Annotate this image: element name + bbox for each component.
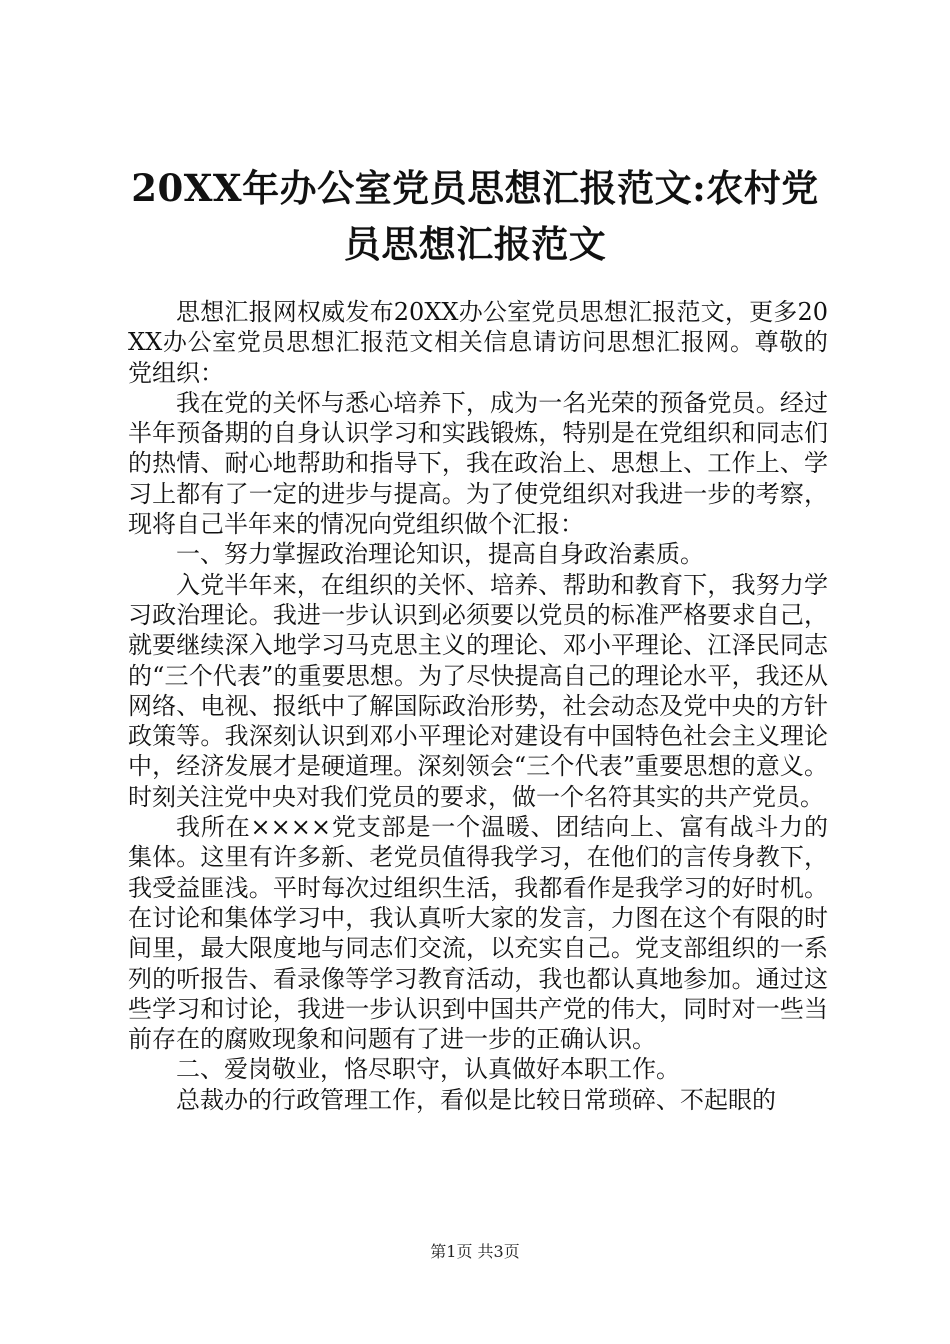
paragraph-opening: 我在党的关怀与悉心培养下，成为一名光荣的预备党员。经过半年预备期的自身认识学习和实践锻炼，特别是在党组织和同志们的热情、耐心地帮助和指导下，我在政治上、思想上、工作上、学习上都有了一定的进步与提高。为了使党组织对我进一步的考察，现将自己半年来的情况向党组织做个汇报：	[128, 388, 828, 539]
page-number-footer: 第1页 共3页	[430, 1242, 520, 1261]
paragraph-intro: 思想汇报网权威发布20XX办公室党员思想汇报范文，更多20XX办公室党员思想汇报范文相关信息请访问思想汇报网。尊敬的党组织：	[128, 298, 828, 387]
paragraph-theory-study: 入党半年来，在组织的关怀、培养、帮助和教育下，我努力学习政治理论。我进一步认识到必须要以党员的标准严格要求自己，就要继续深入地学习马克思主义的理论、邓小平理论、江泽民同志的“三个代表”的重要思想。为了尽快提高自己的理论水平，我还从网络、电视、报纸中了解国际政治形势，社会动态及党中央的方针政策等。我深刻认识到邓小平理论对建设有中国特色社会主义理论中，经济发展才是硬道理。深刻领会“三个代表”重要思想的意义。时刻关注党中央对我们党员的要求，做一个名符其实的共产党员。	[128, 570, 828, 811]
paragraph-work: 总裁办的行政管理工作，看似是比较日常琐碎、不起眼的	[176, 1085, 776, 1114]
paragraph-party-branch: 我所在××××党支部是一个温暖、团结向上、富有战斗力的集体。这里有许多新、老党员值得我学习，在他们的言传身教下，我受益匪浅。平时每次过组织生活，我都看作是我学习的好时机。在讨论和集体学习中，我认真听大家的发言，力图在这个有限的时间里，最大限度地与同志们交流，以充实自己。党支部组织的一系列的听报告、看录像等学习教育活动，我也都认真地参加。通过这些学习和讨论，我进一步认识到中国共产党的伟大，同时对一些当前存在的腐败现象和问题有了进一步的正确认识。	[128, 813, 828, 1054]
document-title: 20XX年办公室党员思想汇报范文:农村党员思想汇报范文	[131, 166, 819, 266]
document-body	[128, 297, 828, 1115]
section-heading-1: 一、努力掌握政治理论知识，提高自身政治素质。	[176, 540, 704, 569]
section-heading-2: 二、爱岗敬业，恪尽职守，认真做好本职工作。	[176, 1055, 680, 1084]
